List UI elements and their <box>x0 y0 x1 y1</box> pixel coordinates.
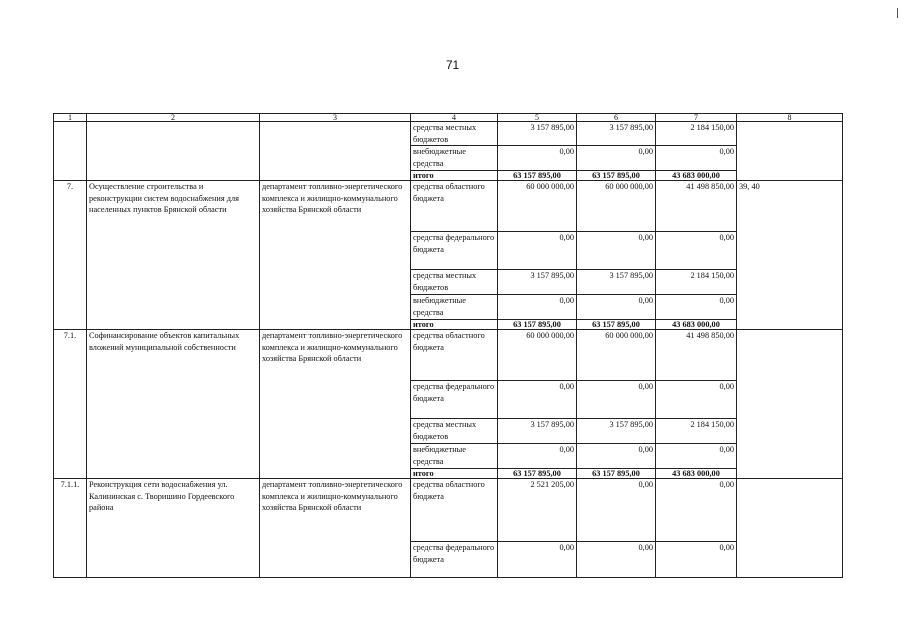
funding-source-cell: средства местных бюджетов <box>411 419 498 444</box>
indicator-cell: 39, 40 <box>737 181 843 330</box>
funding-source-cell: средства областного бюджета <box>411 181 498 232</box>
item-number-cell <box>54 122 87 181</box>
amount-cell: 63 157 895,00 <box>498 469 577 479</box>
table-row <box>54 122 843 146</box>
amount-cell: 0,00 <box>498 542 577 578</box>
amount-cell: 0,00 <box>577 479 656 542</box>
amount-cell: 63 157 895,00 <box>498 171 577 181</box>
amount-cell: 0,00 <box>656 146 737 171</box>
funding-source-cell: итого <box>411 469 498 479</box>
table-row <box>54 479 843 542</box>
funding-source-cell: средства местных бюджетов <box>411 270 498 295</box>
amount-cell: 43 683 000,00 <box>656 171 737 181</box>
activity-name-cell: Реконструкция сети водоснабжения ул. Калининская с. Творишино Гордеевского района <box>87 479 260 578</box>
table-row <box>54 181 843 232</box>
item-number-cell: 7.1.1. <box>54 479 87 578</box>
amount-cell: 2 184 150,00 <box>656 419 737 444</box>
header-cell: 6 <box>577 114 656 122</box>
amount-cell: 3 157 895,00 <box>498 270 577 295</box>
amount-cell: 41 498 850,00 <box>656 181 737 232</box>
funding-source-cell: внебюджетные средства <box>411 444 498 469</box>
amount-cell: 0,00 <box>577 295 656 320</box>
amount-cell: 0,00 <box>577 381 656 419</box>
column-number-header <box>54 114 843 122</box>
executor-cell: департамент топливно-энергетического комплекса и жилищно-коммунального хозяйства Брянской области <box>260 330 411 479</box>
activity-name-cell <box>87 122 260 181</box>
amount-cell: 0,00 <box>498 146 577 171</box>
executor-cell <box>260 122 411 181</box>
table-row <box>54 330 843 381</box>
amount-cell: 3 157 895,00 <box>577 419 656 444</box>
amount-cell: 0,00 <box>656 542 737 578</box>
header-cell: 7 <box>656 114 737 122</box>
amount-cell: 0,00 <box>498 295 577 320</box>
amount-cell: 0,00 <box>656 444 737 469</box>
funding-source-cell: средства федерального бюджета <box>411 381 498 419</box>
header-cell: 3 <box>260 114 411 122</box>
funding-source-cell: внебюджетные средства <box>411 295 498 320</box>
amount-cell: 0,00 <box>656 232 737 270</box>
executor-cell: департамент топливно-энергетического комплекса и жилищно-коммунального хозяйства Брянской области <box>260 479 411 578</box>
amount-cell: 0,00 <box>656 381 737 419</box>
amount-cell: 63 157 895,00 <box>577 171 656 181</box>
amount-cell: 41 498 850,00 <box>656 330 737 381</box>
amount-cell: 60 000 000,00 <box>498 330 577 381</box>
funding-source-cell: внебюджетные средства <box>411 146 498 171</box>
indicator-cell <box>737 479 843 578</box>
header-cell: 4 <box>411 114 498 122</box>
amount-cell: 60 000 000,00 <box>498 181 577 232</box>
amount-cell: 0,00 <box>498 381 577 419</box>
funding-source-cell: средства федерального бюджета <box>411 232 498 270</box>
page-number: 71 <box>445 58 460 72</box>
amount-cell: 60 000 000,00 <box>577 181 656 232</box>
amount-cell: 43 683 000,00 <box>656 320 737 330</box>
amount-cell: 0,00 <box>577 542 656 578</box>
activity-name-cell: Осуществление строительства и реконструкции систем водоснабжения для населенных пунктов Брянской области <box>87 181 260 330</box>
header-cell: 5 <box>498 114 577 122</box>
amount-cell: 2 184 150,00 <box>656 122 737 146</box>
header-cell: 1 <box>54 114 87 122</box>
header-cell: 2 <box>87 114 260 122</box>
amount-cell: 3 157 895,00 <box>577 270 656 295</box>
funding-source-cell: итого <box>411 320 498 330</box>
executor-cell: департамент топливно-энергетического комплекса и жилищно-коммунального хозяйства Брянской области <box>260 181 411 330</box>
item-number-cell: 7. <box>54 181 87 330</box>
amount-cell: 0,00 <box>656 295 737 320</box>
amount-cell: 0,00 <box>656 479 737 542</box>
budget-table <box>53 113 843 578</box>
amount-cell: 3 157 895,00 <box>498 122 577 146</box>
funding-source-cell: средства федерального бюджета <box>411 542 498 578</box>
amount-cell: 2 521 205,00 <box>498 479 577 542</box>
amount-cell: 0,00 <box>577 444 656 469</box>
amount-cell: 3 157 895,00 <box>577 122 656 146</box>
indicator-cell <box>737 122 843 181</box>
amount-cell: 63 157 895,00 <box>498 320 577 330</box>
amount-cell: 0,00 <box>498 232 577 270</box>
funding-source-cell: средства областного бюджета <box>411 330 498 381</box>
amount-cell: 63 157 895,00 <box>577 320 656 330</box>
amount-cell: 43 683 000,00 <box>656 469 737 479</box>
amount-cell: 2 184 150,00 <box>656 270 737 295</box>
scan-edge-mark <box>897 8 898 18</box>
funding-source-cell: средства областного бюджета <box>411 479 498 542</box>
item-number-cell: 7.1. <box>54 330 87 479</box>
amount-cell: 63 157 895,00 <box>577 469 656 479</box>
amount-cell: 0,00 <box>577 146 656 171</box>
funding-source-cell: средства местных бюджетов <box>411 122 498 146</box>
amount-cell: 60 000 000,00 <box>577 330 656 381</box>
amount-cell: 0,00 <box>498 444 577 469</box>
activity-name-cell: Софинансирование объектов капитальных вложений муниципальной собственности <box>87 330 260 479</box>
indicator-cell <box>737 330 843 479</box>
funding-source-cell: итого <box>411 171 498 181</box>
amount-cell: 0,00 <box>577 232 656 270</box>
amount-cell: 3 157 895,00 <box>498 419 577 444</box>
header-cell: 8 <box>737 114 843 122</box>
